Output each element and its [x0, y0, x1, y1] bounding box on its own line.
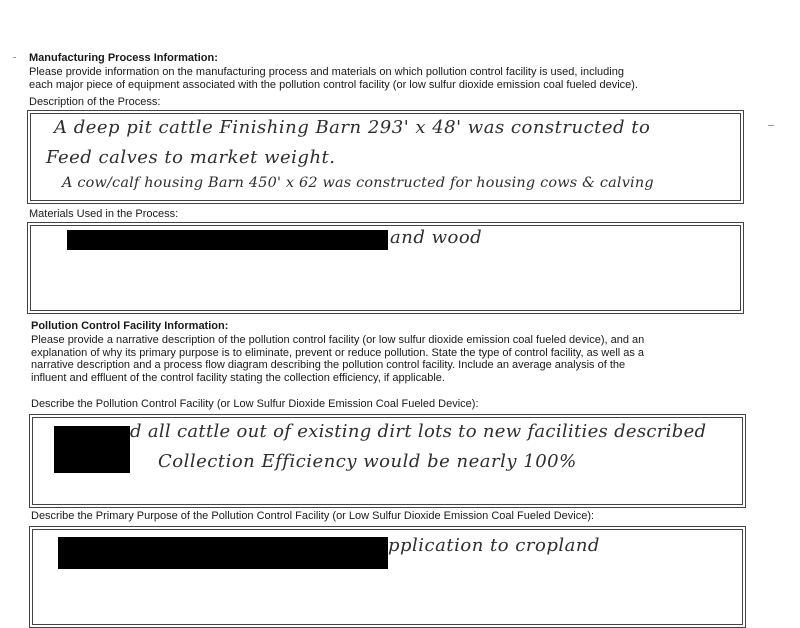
description-label: Description of the Process: — [29, 96, 161, 108]
description-handwriting-line: Feed calves to market weight. — [46, 147, 336, 168]
primary-purpose-handwriting: pplication to cropland — [388, 535, 600, 556]
pollution-control-instructions-line: explanation of why its primary purpose is to eliminate, prevent or reduce pollution. State the type of control facility, as well as a — [31, 346, 645, 359]
description-box — [27, 110, 744, 204]
manufacturing-instructions-line: Please provide information on the manufacturing process and materials on which pollution control facility is used, including — [29, 66, 624, 78]
pollution-control-instructions-line: Please provide a narrative description of the pollution control facility (or low sulfur dioxide emission coal fueled device), and an — [31, 334, 645, 346]
description-handwriting-line: A deep pit cattle Finishing Barn 293' x 48' was constructed to — [54, 117, 651, 138]
description-handwriting-line: A cow/calf housing Barn 450' x 62 was constructed for housing cows & calving — [62, 175, 654, 191]
redaction-block — [54, 426, 130, 473]
materials-label: Materials Used in the Process: — [29, 208, 179, 220]
primary-purpose-label: Describe the Primary Purpose of the Pollution Control Facility (or Low Sulfur Dioxide Emission Coal Fueled Device): — [31, 510, 595, 522]
manufacturing-instructions-line: each major piece of equipment associated with the pollution control facility (or low sulfur dioxide emission coal fueled device). — [29, 78, 638, 91]
materials-box — [27, 222, 744, 314]
redaction-block — [58, 537, 388, 569]
pollution-control-heading: Pollution Control Facility Information: — [31, 320, 229, 332]
redaction-block — [67, 230, 388, 250]
pollution-control-instructions-line: narrative description and a process flow diagram describing the pollution control facility. Include an average analysis of the — [31, 359, 626, 372]
describe-facility-label: Describe the Pollution Control Facility (or Low Sulfur Dioxide Emission Coal Fueled Device): — [31, 398, 479, 410]
describe-facility-handwriting-line: d all cattle out of existing dirt lots to new facilities described — [130, 421, 707, 442]
describe-facility-box — [29, 414, 746, 508]
manufacturing-heading: Manufacturing Process Information: — [29, 52, 218, 64]
pollution-control-instructions — [31, 334, 791, 384]
primary-purpose-box — [29, 526, 746, 628]
materials-handwriting: and wood — [390, 227, 483, 248]
manufacturing-instructions — [29, 66, 789, 91]
scan-speck — [13, 57, 16, 58]
scan-speck — [768, 125, 774, 126]
describe-facility-handwriting-line: Collection Efficiency would be nearly 100% — [158, 451, 577, 472]
pollution-control-instructions-line: influent and effluent of the control facility stating the collection efficiency, if applicable. — [31, 371, 445, 384]
